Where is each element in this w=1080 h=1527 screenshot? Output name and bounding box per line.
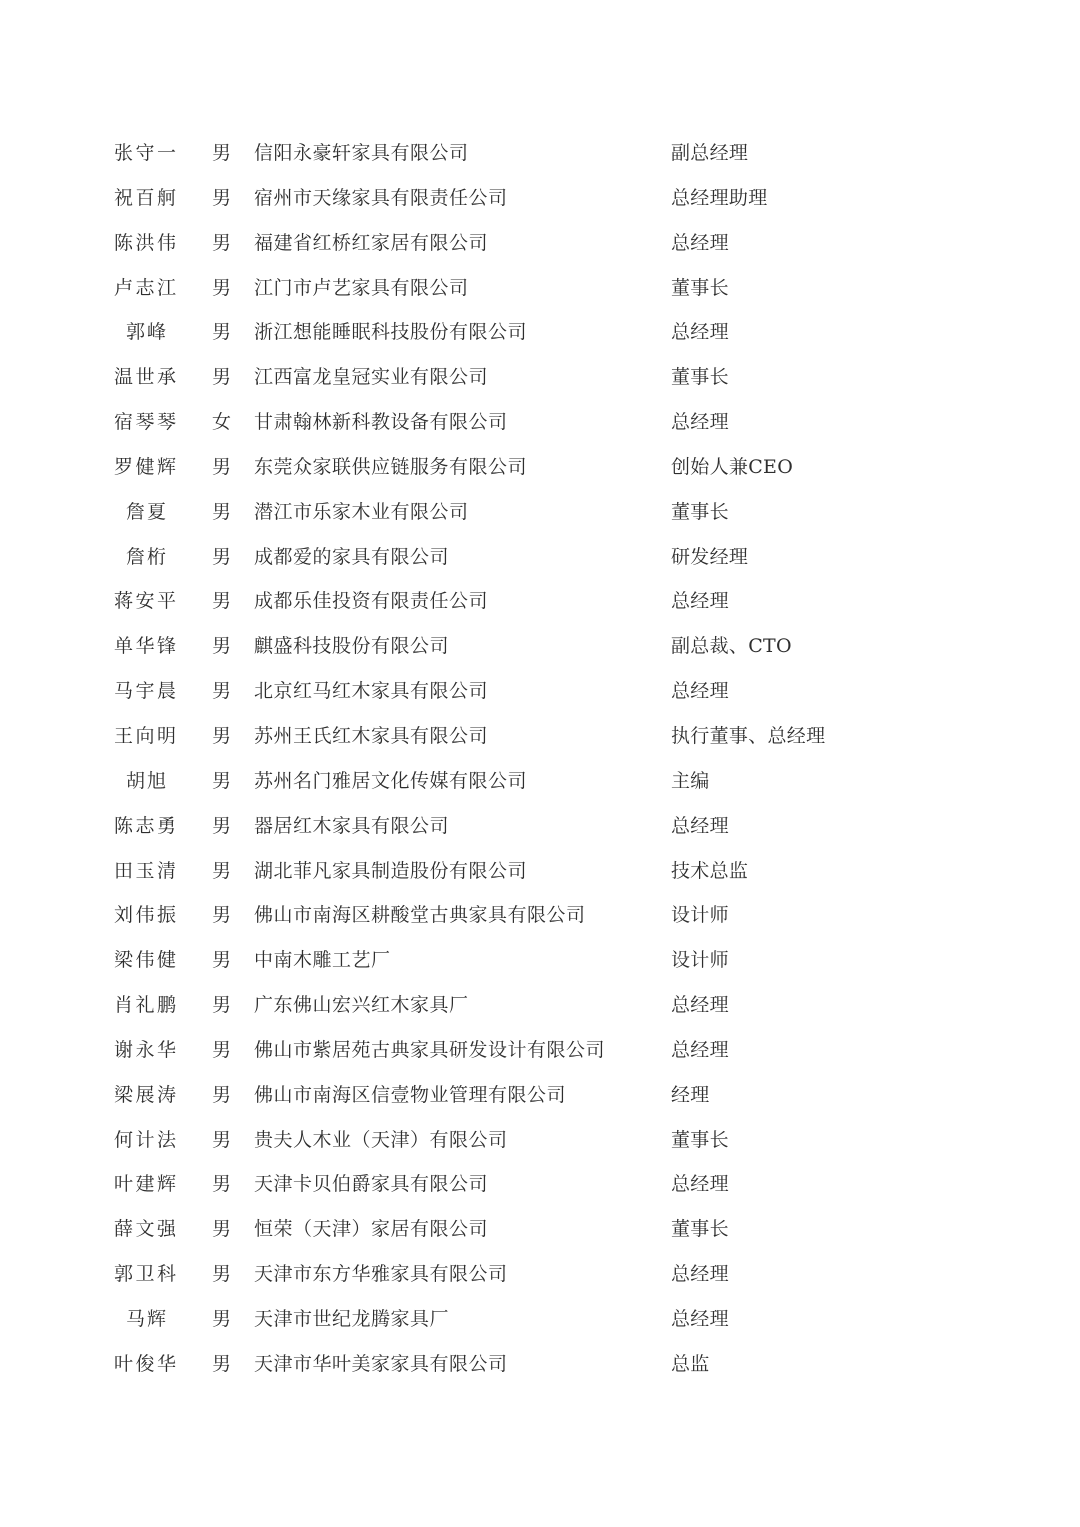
- person-gender: 男: [212, 366, 232, 389]
- person-gender: 男: [212, 455, 232, 478]
- job-title: 董事长: [671, 1218, 729, 1241]
- job-title: 总监: [671, 1352, 710, 1375]
- job-title: 董事长: [671, 1128, 729, 1151]
- job-title: 经理: [671, 1083, 710, 1106]
- person-gender: 男: [212, 1173, 232, 1196]
- person-name: 胡旭: [126, 769, 166, 792]
- job-title: 总经理助理: [671, 186, 768, 209]
- member-roster: [0, 131, 1080, 1387]
- company-name: 东莞众家联供应链服务有限公司: [254, 455, 528, 478]
- table-row: [0, 535, 1080, 580]
- person-gender: 男: [212, 1307, 232, 1330]
- person-gender: 男: [212, 949, 232, 972]
- company-name: 成都乐佳投资有限责任公司: [254, 590, 489, 613]
- person-gender: 男: [212, 859, 232, 882]
- company-name: 信阳永豪轩家具有限公司: [254, 142, 469, 164]
- table-row: [0, 1207, 1080, 1252]
- table-row: [0, 221, 1080, 266]
- company-name: 福建省红桥红家居有限公司: [254, 231, 489, 254]
- person-gender: 男: [212, 321, 232, 344]
- person-gender: 男: [212, 590, 232, 613]
- person-name: 郭卫科: [114, 1263, 176, 1286]
- job-title: 总经理: [671, 411, 729, 434]
- job-title: 主编: [671, 769, 710, 792]
- company-name: 广东佛山宏兴红木家具厂: [254, 994, 469, 1017]
- company-name: 贵夫人木业（天津）有限公司: [254, 1128, 508, 1151]
- person-gender: 男: [212, 500, 232, 523]
- person-name: 陈洪伟: [114, 231, 176, 254]
- company-name: 天津卡贝伯爵家具有限公司: [254, 1173, 489, 1196]
- person-gender: 男: [212, 186, 232, 209]
- person-gender: 男: [212, 769, 232, 792]
- person-name: 叶俊华: [114, 1352, 176, 1375]
- table-row: [0, 266, 1080, 311]
- company-name: 江门市卢艺家具有限公司: [254, 276, 469, 299]
- job-title: 总经理: [671, 1173, 729, 1196]
- person-name: 肖礼鹏: [114, 994, 176, 1017]
- company-name: 佛山市南海区信壹物业管理有限公司: [254, 1083, 567, 1106]
- table-row: [0, 1118, 1080, 1163]
- company-name: 佛山市南海区耕酸堂古典家具有限公司: [254, 904, 586, 927]
- person-name: 陈志勇: [114, 814, 176, 837]
- table-row: [0, 893, 1080, 938]
- person-gender: 男: [212, 680, 232, 703]
- person-gender: 男: [212, 1352, 232, 1375]
- table-row: [0, 1342, 1080, 1387]
- job-title: 董事长: [671, 366, 729, 389]
- job-title: 副总裁、CTO: [671, 635, 792, 658]
- person-gender: 男: [212, 814, 232, 837]
- job-title: 执行董事、总经理: [671, 724, 826, 747]
- person-name: 詹夏: [126, 500, 166, 523]
- person-name: 薛文强: [114, 1218, 176, 1241]
- person-gender: 男: [212, 1083, 232, 1106]
- table-row: [0, 1073, 1080, 1118]
- table-row: [0, 1297, 1080, 1342]
- job-title: 总经理: [671, 680, 729, 703]
- company-name: 天津市东方华雅家具有限公司: [254, 1263, 508, 1286]
- person-name: 单华锋: [114, 635, 176, 658]
- table-row: [0, 759, 1080, 804]
- job-title: 研发经理: [671, 545, 749, 568]
- table-row: [0, 938, 1080, 983]
- table-row: [0, 490, 1080, 535]
- person-name: 何计法: [114, 1128, 176, 1151]
- person-name: 田玉清: [114, 859, 176, 882]
- company-name: 器居红木家具有限公司: [254, 814, 450, 837]
- job-title: 总经理: [671, 1263, 729, 1286]
- company-name: 甘肃翰林新科教设备有限公司: [254, 411, 508, 434]
- table-row: [0, 355, 1080, 400]
- person-name: 郭峰: [126, 321, 166, 344]
- table-row: [0, 714, 1080, 759]
- person-name: 谢永华: [114, 1038, 176, 1061]
- person-name: 罗健辉: [114, 455, 176, 478]
- person-gender: 男: [212, 276, 232, 299]
- person-name: 卢志江: [114, 276, 176, 299]
- job-title: 总经理: [671, 231, 729, 254]
- job-title: 设计师: [671, 904, 729, 927]
- person-gender: 男: [212, 545, 232, 568]
- job-title: 技术总监: [671, 859, 749, 882]
- job-title: 设计师: [671, 949, 729, 972]
- person-gender: 男: [212, 635, 232, 658]
- job-title: 创始人兼CEO: [671, 455, 794, 478]
- person-gender: 男: [212, 1218, 232, 1241]
- table-row: [0, 804, 1080, 849]
- person-gender: 女: [212, 411, 232, 434]
- company-name: 浙江想能睡眠科技股份有限公司: [254, 321, 528, 344]
- table-row: [0, 1028, 1080, 1073]
- job-title: 总经理: [671, 1307, 729, 1330]
- table-row: [0, 445, 1080, 490]
- table-row: [0, 849, 1080, 894]
- job-title: 副总经理: [671, 142, 749, 164]
- company-name: 中南木雕工艺厂: [254, 949, 391, 972]
- company-name: 苏州名门雅居文化传媒有限公司: [254, 769, 528, 792]
- table-row: [0, 983, 1080, 1028]
- person-gender: 男: [212, 1263, 232, 1286]
- person-gender: 男: [212, 142, 232, 164]
- job-title: 董事长: [671, 276, 729, 299]
- person-name: 祝百舸: [114, 186, 176, 209]
- person-gender: 男: [212, 231, 232, 254]
- person-name: 马宇晨: [114, 680, 176, 703]
- table-row: [0, 669, 1080, 714]
- table-row: [0, 579, 1080, 624]
- company-name: 天津市世纪龙腾家具厂: [254, 1307, 450, 1330]
- job-title: 总经理: [671, 994, 729, 1017]
- person-gender: 男: [212, 724, 232, 747]
- job-title: 总经理: [671, 321, 729, 344]
- table-row: [0, 624, 1080, 669]
- company-name: 麒盛科技股份有限公司: [254, 635, 450, 658]
- company-name: 湖北菲凡家具制造股份有限公司: [254, 859, 528, 882]
- company-name: 潜江市乐家木业有限公司: [254, 500, 469, 523]
- company-name: 佛山市紫居苑古典家具研发设计有限公司: [254, 1038, 606, 1061]
- job-title: 总经理: [671, 590, 729, 613]
- person-name: 梁伟健: [114, 949, 176, 972]
- table-row: [0, 1252, 1080, 1297]
- job-title: 总经理: [671, 1038, 729, 1061]
- person-name: 王向明: [114, 724, 176, 747]
- company-name: 宿州市天缘家具有限责任公司: [254, 186, 508, 209]
- person-gender: 男: [212, 904, 232, 927]
- table-row: [0, 1162, 1080, 1207]
- job-title: 总经理: [671, 814, 729, 837]
- person-name: 蒋安平: [114, 590, 176, 613]
- company-name: 江西富龙皇冠实业有限公司: [254, 366, 489, 389]
- person-name: 张守一: [114, 142, 176, 164]
- company-name: 北京红马红木家具有限公司: [254, 680, 489, 703]
- table-row: [0, 310, 1080, 355]
- person-gender: 男: [212, 1128, 232, 1151]
- table-row: [0, 176, 1080, 221]
- person-name: 詹桁: [126, 545, 166, 568]
- job-title: 董事长: [671, 500, 729, 523]
- person-name: 马辉: [126, 1307, 166, 1330]
- person-gender: 男: [212, 1038, 232, 1061]
- company-name: 成都爱的家具有限公司: [254, 545, 450, 568]
- person-name: 梁展涛: [114, 1083, 176, 1106]
- company-name: 天津市华叶美家家具有限公司: [254, 1352, 508, 1375]
- person-name: 温世承: [114, 366, 176, 389]
- person-gender: 男: [212, 994, 232, 1017]
- person-name: 刘伟振: [114, 904, 176, 927]
- person-name: 叶建辉: [114, 1173, 176, 1196]
- table-row: [0, 131, 1080, 176]
- company-name: 恒荣（天津）家居有限公司: [254, 1218, 489, 1241]
- table-row: [0, 400, 1080, 445]
- person-name: 宿琴琴: [114, 411, 176, 434]
- company-name: 苏州王氏红木家具有限公司: [254, 724, 489, 747]
